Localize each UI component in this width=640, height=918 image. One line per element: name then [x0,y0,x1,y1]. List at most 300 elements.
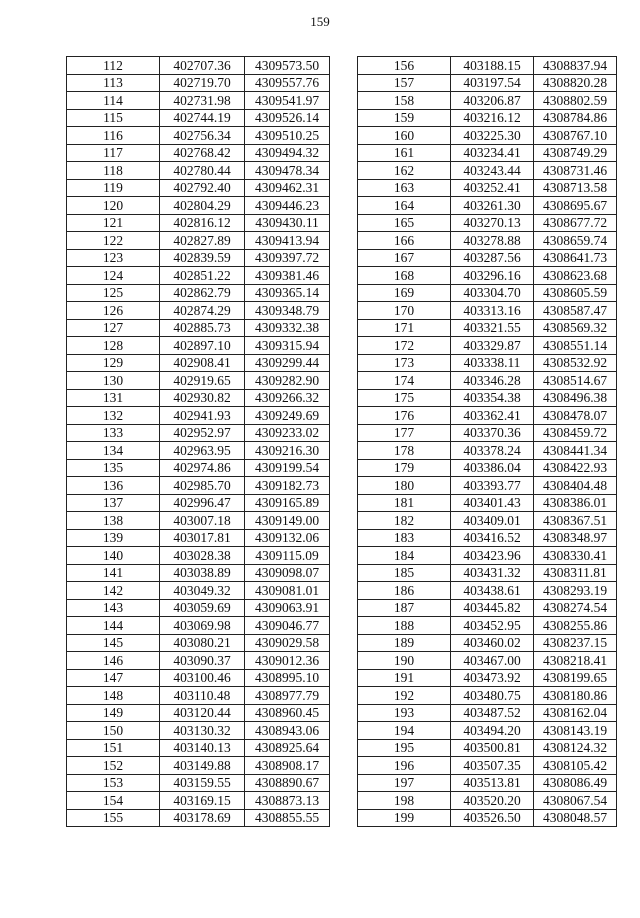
x-coordinate-cell: 402941.93 [160,407,245,425]
point-number-cell: 118 [67,162,160,180]
y-coordinate-cell: 4309494.32 [245,144,330,162]
y-coordinate-cell: 4308802.59 [534,92,617,110]
x-coordinate-cell: 403234.41 [451,144,534,162]
y-coordinate-cell: 4308551.14 [534,337,617,355]
y-coordinate-cell: 4308404.48 [534,477,617,495]
table-row [358,582,617,600]
table-row [67,599,330,617]
point-number-cell: 183 [358,529,451,547]
y-coordinate-cell: 4309381.46 [245,267,330,285]
point-number-cell: 194 [358,722,451,740]
point-number-cell: 114 [67,92,160,110]
x-coordinate-cell: 403216.12 [451,109,534,127]
table-row [358,179,617,197]
y-coordinate-cell: 4308386.01 [534,494,617,512]
point-number-cell: 171 [358,319,451,337]
table-row [358,109,617,127]
point-number-cell: 123 [67,249,160,267]
x-coordinate-cell: 403346.28 [451,372,534,390]
point-number-cell: 143 [67,599,160,617]
point-number-cell: 153 [67,774,160,792]
point-number-cell: 195 [358,739,451,757]
x-coordinate-cell: 402874.29 [160,302,245,320]
point-number-cell: 184 [358,547,451,565]
table-row [358,337,617,355]
table-row [358,757,617,775]
x-coordinate-cell: 403304.70 [451,284,534,302]
y-coordinate-cell: 4309430.11 [245,214,330,232]
point-number-cell: 180 [358,477,451,495]
point-number-cell: 186 [358,582,451,600]
x-coordinate-cell: 403140.13 [160,739,245,757]
x-coordinate-cell: 402885.73 [160,319,245,337]
point-number-cell: 164 [358,197,451,215]
y-coordinate-cell: 4308820.28 [534,74,617,92]
table-row [358,407,617,425]
coordinates-table-right [357,56,617,827]
point-number-cell: 179 [358,459,451,477]
table-row [67,617,330,635]
coordinates-table-left [66,56,330,827]
table-row [358,249,617,267]
y-coordinate-cell: 4309216.30 [245,442,330,460]
x-coordinate-cell: 403169.15 [160,792,245,810]
point-number-cell: 168 [358,267,451,285]
y-coordinate-cell: 4308960.45 [245,704,330,722]
point-number-cell: 167 [358,249,451,267]
y-coordinate-cell: 4309478.34 [245,162,330,180]
point-number-cell: 160 [358,127,451,145]
table-row [67,249,330,267]
point-number-cell: 141 [67,564,160,582]
table-row [67,494,330,512]
y-coordinate-cell: 4308695.67 [534,197,617,215]
x-coordinate-cell: 403028.38 [160,547,245,565]
point-number-cell: 172 [358,337,451,355]
point-number-cell: 193 [358,704,451,722]
x-coordinate-cell: 403110.48 [160,687,245,705]
y-coordinate-cell: 4308659.74 [534,232,617,250]
x-coordinate-cell: 402731.98 [160,92,245,110]
y-coordinate-cell: 4308943.06 [245,722,330,740]
x-coordinate-cell: 402952.97 [160,424,245,442]
y-coordinate-cell: 4308605.59 [534,284,617,302]
x-coordinate-cell: 402719.70 [160,74,245,92]
x-coordinate-cell: 403423.96 [451,547,534,565]
point-number-cell: 146 [67,652,160,670]
x-coordinate-cell: 403149.88 [160,757,245,775]
point-number-cell: 163 [358,179,451,197]
y-coordinate-cell: 4308199.65 [534,669,617,687]
y-coordinate-cell: 4309233.02 [245,424,330,442]
x-coordinate-cell: 403287.56 [451,249,534,267]
point-number-cell: 119 [67,179,160,197]
y-coordinate-cell: 4309012.36 [245,652,330,670]
y-coordinate-cell: 4308677.72 [534,214,617,232]
table-row [358,57,617,75]
point-number-cell: 125 [67,284,160,302]
y-coordinate-cell: 4309557.76 [245,74,330,92]
y-coordinate-cell: 4308067.54 [534,792,617,810]
x-coordinate-cell: 402919.65 [160,372,245,390]
table-row [358,669,617,687]
y-coordinate-cell: 4308311.81 [534,564,617,582]
table-row [67,739,330,757]
table-row [67,214,330,232]
table-row [358,809,617,827]
table-row [67,407,330,425]
y-coordinate-cell: 4308995.10 [245,669,330,687]
table-row [358,372,617,390]
point-number-cell: 157 [358,74,451,92]
y-coordinate-cell: 4309526.14 [245,109,330,127]
point-number-cell: 175 [358,389,451,407]
table-row [67,302,330,320]
point-number-cell: 130 [67,372,160,390]
table-row [67,809,330,827]
y-coordinate-cell: 4309199.54 [245,459,330,477]
point-number-cell: 140 [67,547,160,565]
x-coordinate-cell: 402780.44 [160,162,245,180]
table-row [358,739,617,757]
point-number-cell: 115 [67,109,160,127]
table-row [358,232,617,250]
y-coordinate-cell: 4308569.32 [534,319,617,337]
x-coordinate-cell: 403296.16 [451,267,534,285]
table-row [358,792,617,810]
table-row [67,722,330,740]
point-number-cell: 158 [358,92,451,110]
point-number-cell: 170 [358,302,451,320]
point-number-cell: 197 [358,774,451,792]
point-number-cell: 177 [358,424,451,442]
x-coordinate-cell: 402908.41 [160,354,245,372]
y-coordinate-cell: 4308274.54 [534,599,617,617]
point-number-cell: 126 [67,302,160,320]
point-number-cell: 182 [358,512,451,530]
x-coordinate-cell: 402768.42 [160,144,245,162]
y-coordinate-cell: 4308086.49 [534,774,617,792]
y-coordinate-cell: 4308731.46 [534,162,617,180]
table-row [67,634,330,652]
point-number-cell: 189 [358,634,451,652]
table-row [67,652,330,670]
table-row [358,687,617,705]
y-coordinate-cell: 4309397.72 [245,249,330,267]
x-coordinate-cell: 403017.81 [160,529,245,547]
x-coordinate-cell: 402707.36 [160,57,245,75]
x-coordinate-cell: 403445.82 [451,599,534,617]
x-coordinate-cell: 403197.54 [451,74,534,92]
table-row [67,389,330,407]
table-body [67,57,330,827]
x-coordinate-cell: 403520.20 [451,792,534,810]
y-coordinate-cell: 4308713.58 [534,179,617,197]
x-coordinate-cell: 403354.38 [451,389,534,407]
y-coordinate-cell: 4308767.10 [534,127,617,145]
page-number: 159 [310,14,330,29]
x-coordinate-cell: 403338.11 [451,354,534,372]
table-row [358,564,617,582]
y-coordinate-cell: 4309299.44 [245,354,330,372]
y-coordinate-cell: 4308124.32 [534,739,617,757]
y-coordinate-cell: 4309149.00 [245,512,330,530]
x-coordinate-cell: 402827.89 [160,232,245,250]
point-number-cell: 122 [67,232,160,250]
y-coordinate-cell: 4308293.19 [534,582,617,600]
x-coordinate-cell: 403252.41 [451,179,534,197]
point-number-cell: 142 [67,582,160,600]
x-coordinate-cell: 403507.35 [451,757,534,775]
y-coordinate-cell: 4308977.79 [245,687,330,705]
y-coordinate-cell: 4308784.86 [534,109,617,127]
point-number-cell: 151 [67,739,160,757]
point-number-cell: 136 [67,477,160,495]
y-coordinate-cell: 4309249.69 [245,407,330,425]
table-row [67,512,330,530]
table-row [67,337,330,355]
table-row [67,109,330,127]
point-number-cell: 199 [358,809,451,827]
y-coordinate-cell: 4308255.86 [534,617,617,635]
point-number-cell: 165 [358,214,451,232]
table-row [358,389,617,407]
point-number-cell: 145 [67,634,160,652]
table-row [358,302,617,320]
x-coordinate-cell: 403401.43 [451,494,534,512]
x-coordinate-cell: 402851.22 [160,267,245,285]
y-coordinate-cell: 4308367.51 [534,512,617,530]
table-row [67,197,330,215]
table-row [358,617,617,635]
point-number-cell: 181 [358,494,451,512]
point-number-cell: 113 [67,74,160,92]
y-coordinate-cell: 4309462.31 [245,179,330,197]
point-number-cell: 127 [67,319,160,337]
table-row [67,74,330,92]
y-coordinate-cell: 4309413.94 [245,232,330,250]
y-coordinate-cell: 4308180.86 [534,687,617,705]
table-row [358,92,617,110]
x-coordinate-cell: 402744.19 [160,109,245,127]
x-coordinate-cell: 403278.88 [451,232,534,250]
x-coordinate-cell: 403467.00 [451,652,534,670]
x-coordinate-cell: 403059.69 [160,599,245,617]
table-row [67,582,330,600]
x-coordinate-cell: 402816.12 [160,214,245,232]
y-coordinate-cell: 4308459.72 [534,424,617,442]
x-coordinate-cell: 403378.24 [451,442,534,460]
x-coordinate-cell: 403090.37 [160,652,245,670]
x-coordinate-cell: 403206.87 [451,92,534,110]
table-row [358,477,617,495]
x-coordinate-cell: 403480.75 [451,687,534,705]
x-coordinate-cell: 402963.95 [160,442,245,460]
point-number-cell: 138 [67,512,160,530]
y-coordinate-cell: 4308749.29 [534,144,617,162]
y-coordinate-cell: 4308641.73 [534,249,617,267]
y-coordinate-cell: 4308105.42 [534,757,617,775]
point-number-cell: 132 [67,407,160,425]
x-coordinate-cell: 403321.55 [451,319,534,337]
table-row [358,529,617,547]
table-row [358,722,617,740]
y-coordinate-cell: 4308514.67 [534,372,617,390]
point-number-cell: 154 [67,792,160,810]
table-row [67,372,330,390]
x-coordinate-cell: 403069.98 [160,617,245,635]
y-coordinate-cell: 4308908.17 [245,757,330,775]
y-coordinate-cell: 4309098.07 [245,564,330,582]
table-row [67,127,330,145]
y-coordinate-cell: 4308532.92 [534,354,617,372]
point-number-cell: 187 [358,599,451,617]
x-coordinate-cell: 403362.41 [451,407,534,425]
x-coordinate-cell: 403270.13 [451,214,534,232]
point-number-cell: 156 [358,57,451,75]
table-row [358,319,617,337]
x-coordinate-cell: 403159.55 [160,774,245,792]
x-coordinate-cell: 402792.40 [160,179,245,197]
x-coordinate-cell: 402839.59 [160,249,245,267]
point-number-cell: 121 [67,214,160,232]
y-coordinate-cell: 4308837.94 [534,57,617,75]
table-row [358,442,617,460]
point-number-cell: 188 [358,617,451,635]
y-coordinate-cell: 4308143.19 [534,722,617,740]
point-number-cell: 135 [67,459,160,477]
table-row [358,547,617,565]
table-row [67,669,330,687]
point-number-cell: 190 [358,652,451,670]
x-coordinate-cell: 403500.81 [451,739,534,757]
y-coordinate-cell: 4309132.06 [245,529,330,547]
point-number-cell: 129 [67,354,160,372]
x-coordinate-cell: 403038.89 [160,564,245,582]
x-coordinate-cell: 403007.18 [160,512,245,530]
point-number-cell: 120 [67,197,160,215]
y-coordinate-cell: 4309282.90 [245,372,330,390]
x-coordinate-cell: 403130.32 [160,722,245,740]
table-row [358,599,617,617]
x-coordinate-cell: 403526.50 [451,809,534,827]
x-coordinate-cell: 403080.21 [160,634,245,652]
point-number-cell: 176 [358,407,451,425]
table-row [67,792,330,810]
table-row [67,284,330,302]
x-coordinate-cell: 402897.10 [160,337,245,355]
x-coordinate-cell: 403188.15 [451,57,534,75]
x-coordinate-cell: 403460.02 [451,634,534,652]
table-row [358,162,617,180]
table-row [67,57,330,75]
table-row [67,529,330,547]
point-number-cell: 196 [358,757,451,775]
table-row [67,459,330,477]
x-coordinate-cell: 403178.69 [160,809,245,827]
y-coordinate-cell: 4308873.13 [245,792,330,810]
point-number-cell: 155 [67,809,160,827]
table-row [67,424,330,442]
table-row [67,564,330,582]
point-number-cell: 166 [358,232,451,250]
y-coordinate-cell: 4309541.97 [245,92,330,110]
x-coordinate-cell: 403120.44 [160,704,245,722]
table-row [67,144,330,162]
y-coordinate-cell: 4309266.32 [245,389,330,407]
table-row [67,179,330,197]
y-coordinate-cell: 4308441.34 [534,442,617,460]
point-number-cell: 134 [67,442,160,460]
point-number-cell: 128 [67,337,160,355]
x-coordinate-cell: 403370.36 [451,424,534,442]
point-number-cell: 161 [358,144,451,162]
y-coordinate-cell: 4309165.89 [245,494,330,512]
table-row [358,74,617,92]
x-coordinate-cell: 403393.77 [451,477,534,495]
x-coordinate-cell: 402930.82 [160,389,245,407]
x-coordinate-cell: 402985.70 [160,477,245,495]
y-coordinate-cell: 4308048.57 [534,809,617,827]
table-row [358,284,617,302]
x-coordinate-cell: 403386.04 [451,459,534,477]
y-coordinate-cell: 4308478.07 [534,407,617,425]
table-row [358,197,617,215]
y-coordinate-cell: 4309029.58 [245,634,330,652]
table-row [358,652,617,670]
point-number-cell: 198 [358,792,451,810]
x-coordinate-cell: 403487.52 [451,704,534,722]
table-row [358,494,617,512]
x-coordinate-cell: 402756.34 [160,127,245,145]
table-row [67,319,330,337]
point-number-cell: 174 [358,372,451,390]
point-number-cell: 124 [67,267,160,285]
x-coordinate-cell: 403225.30 [451,127,534,145]
table-row [358,634,617,652]
y-coordinate-cell: 4308925.64 [245,739,330,757]
x-coordinate-cell: 403049.32 [160,582,245,600]
point-number-cell: 137 [67,494,160,512]
table-row [67,92,330,110]
x-coordinate-cell: 403261.30 [451,197,534,215]
table-row [67,442,330,460]
y-coordinate-cell: 4308218.41 [534,652,617,670]
point-number-cell: 162 [358,162,451,180]
table-row [67,354,330,372]
y-coordinate-cell: 4309315.94 [245,337,330,355]
y-coordinate-cell: 4309510.25 [245,127,330,145]
x-coordinate-cell: 402804.29 [160,197,245,215]
x-coordinate-cell: 403494.20 [451,722,534,740]
table-row [67,704,330,722]
point-number-cell: 133 [67,424,160,442]
table-row [67,232,330,250]
point-number-cell: 191 [358,669,451,687]
y-coordinate-cell: 4308890.67 [245,774,330,792]
x-coordinate-cell: 403243.44 [451,162,534,180]
table-row [358,512,617,530]
x-coordinate-cell: 402996.47 [160,494,245,512]
y-coordinate-cell: 4308348.97 [534,529,617,547]
point-number-cell: 116 [67,127,160,145]
point-number-cell: 112 [67,57,160,75]
x-coordinate-cell: 402974.86 [160,459,245,477]
table-row [67,477,330,495]
y-coordinate-cell: 4309573.50 [245,57,330,75]
y-coordinate-cell: 4308162.04 [534,704,617,722]
table-row [358,214,617,232]
